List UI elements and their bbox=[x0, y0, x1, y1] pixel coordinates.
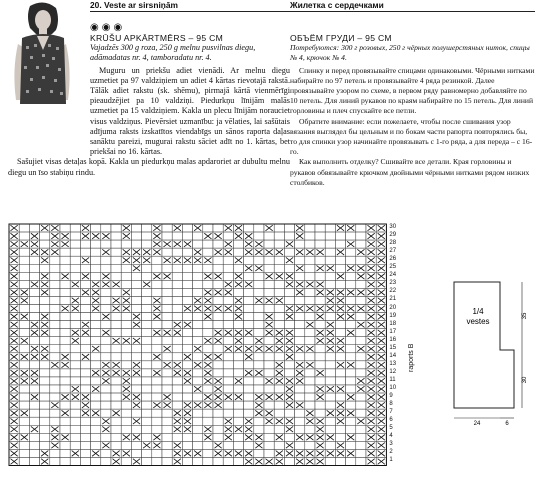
row-number: 1 bbox=[389, 457, 393, 464]
row-number: 24 bbox=[389, 272, 397, 279]
schematic-label: 1/4 bbox=[472, 307, 484, 316]
row-number: 29 bbox=[389, 232, 397, 239]
row-number: 11 bbox=[389, 376, 396, 383]
instructions-lv: Muguru un priekšu adiet vienādi. Ar melnu diegu uzmetiet pa 97 valdziņiem un adiet 4 kārtas rievotajā rakstā. Tālāk adiet rakstu (sk. shēmu), pirmajā kārtā vienmērīgi pieaudzējiet pa 10 valdziņi. Piedurkņu līnijām malās uzmetiet pa 15 valdziņiem. Kakla un plecu līnijām norauciet visus valdziņus. Pievērsiet uzmanību: ja vēlaties, lai sašūtais adījuma raksts izskatītos viendabīgs un sānos raporta daļas sanāktu pareizi, mugurai rakstu sāciet adīt no 1. kārtas, bet priekšai no 16. kārtas. bbox=[90, 65, 290, 157]
pattern-title-lv: 20. Veste ar sirsniņām bbox=[90, 0, 178, 10]
pattern-title-ru: Жилетка с сердечками bbox=[290, 0, 384, 10]
instructions-ru: Спинку и перед провязывайте спицами одинаковыми. Чёрными нитками набирайте по 97 петель и провязывайте 4 ряда резинкой. Далее провязывайте узором по схеме, в первом ряду равномерно добавляйте по 10 петель. Для линий рукавов по краям набирайте по 15 петель. Для линий горловины и плеч спускайте все петли. bbox=[290, 65, 535, 116]
note-ru: Обратите внимание: если пожелаете, чтобы после сшивания узор вязания выглядел бы цельным и по бокам части рапорта повторялись бы, то для спинки узор начинайте провязывать с 1-го ряда, а для переда – с 16-го. bbox=[290, 116, 533, 157]
row-number: 14 bbox=[389, 352, 397, 359]
row-number: 27 bbox=[389, 248, 397, 255]
row-number: 8 bbox=[389, 401, 393, 408]
row-number: 22 bbox=[389, 288, 397, 295]
russian-column bbox=[290, 0, 535, 188]
finishing-ru: Как выполнить отделку? Сшивайте все детали. Края горловины и рукавов обвязывайте крючком двойными чёрными нитками рядом низких столбиков. bbox=[290, 157, 530, 187]
row-number: 5 bbox=[389, 425, 393, 432]
row-number: 19 bbox=[389, 312, 397, 319]
row-number: 13 bbox=[389, 360, 397, 367]
vest-schematic bbox=[440, 280, 535, 430]
knitting-chart bbox=[8, 223, 388, 472]
row-number: 25 bbox=[389, 264, 397, 271]
size-title-ru: ОБЪЁМ ГРУДИ – 95 СМ bbox=[290, 33, 392, 43]
materials-lv: Vajadzēs 300 g roza, 250 g melnu pusvilnas diegu, adāmadatas nr. 4, tamboradatu nr. 4. bbox=[90, 43, 256, 63]
schematic-label-2: vestes bbox=[466, 317, 490, 326]
row-number: 2 bbox=[389, 449, 393, 456]
row-number: 17 bbox=[389, 328, 397, 335]
skill-level-icon: ◉◉◉ bbox=[90, 22, 126, 33]
dim-side: 6 bbox=[505, 421, 509, 427]
size-title-lv: KRŪŠU APKĀRTMĒRS – 95 CM bbox=[90, 33, 224, 43]
row-number: 16 bbox=[389, 336, 397, 343]
dim-top: 35 bbox=[522, 312, 528, 320]
row-number: 3 bbox=[389, 441, 393, 448]
row-number: 20 bbox=[389, 304, 397, 311]
dim-width: 24 bbox=[473, 421, 481, 427]
row-number: 30 bbox=[389, 224, 397, 230]
row-number: 6 bbox=[389, 417, 393, 424]
dim-bottom: 30 bbox=[522, 376, 528, 384]
row-number: 10 bbox=[389, 385, 397, 391]
row-number: 12 bbox=[389, 368, 397, 375]
row-number: 7 bbox=[389, 409, 393, 416]
finishing-lv: Sašujiet visas detaļas kopā. Kakla un piedurkņu malas apdaroriet ar dubultu melnu diegu un īso stabiņu rindu. bbox=[8, 157, 290, 177]
chart-grid bbox=[8, 223, 388, 467]
rapport-label: raports B bbox=[408, 343, 415, 372]
row-number: 15 bbox=[389, 344, 397, 351]
materials-ru: Потребуются: 300 г розовых, 250 г чёрных полушерстяных ниток, спицы № 4, крючок № 4. bbox=[290, 43, 530, 63]
latvian-column bbox=[8, 0, 290, 178]
row-number: 9 bbox=[389, 393, 393, 400]
row-number: 28 bbox=[389, 240, 397, 247]
row-number: 18 bbox=[389, 320, 397, 327]
row-number: 21 bbox=[389, 296, 397, 303]
row-number: 4 bbox=[389, 433, 393, 440]
row-number: 23 bbox=[389, 280, 397, 287]
row-number: 26 bbox=[389, 256, 397, 263]
